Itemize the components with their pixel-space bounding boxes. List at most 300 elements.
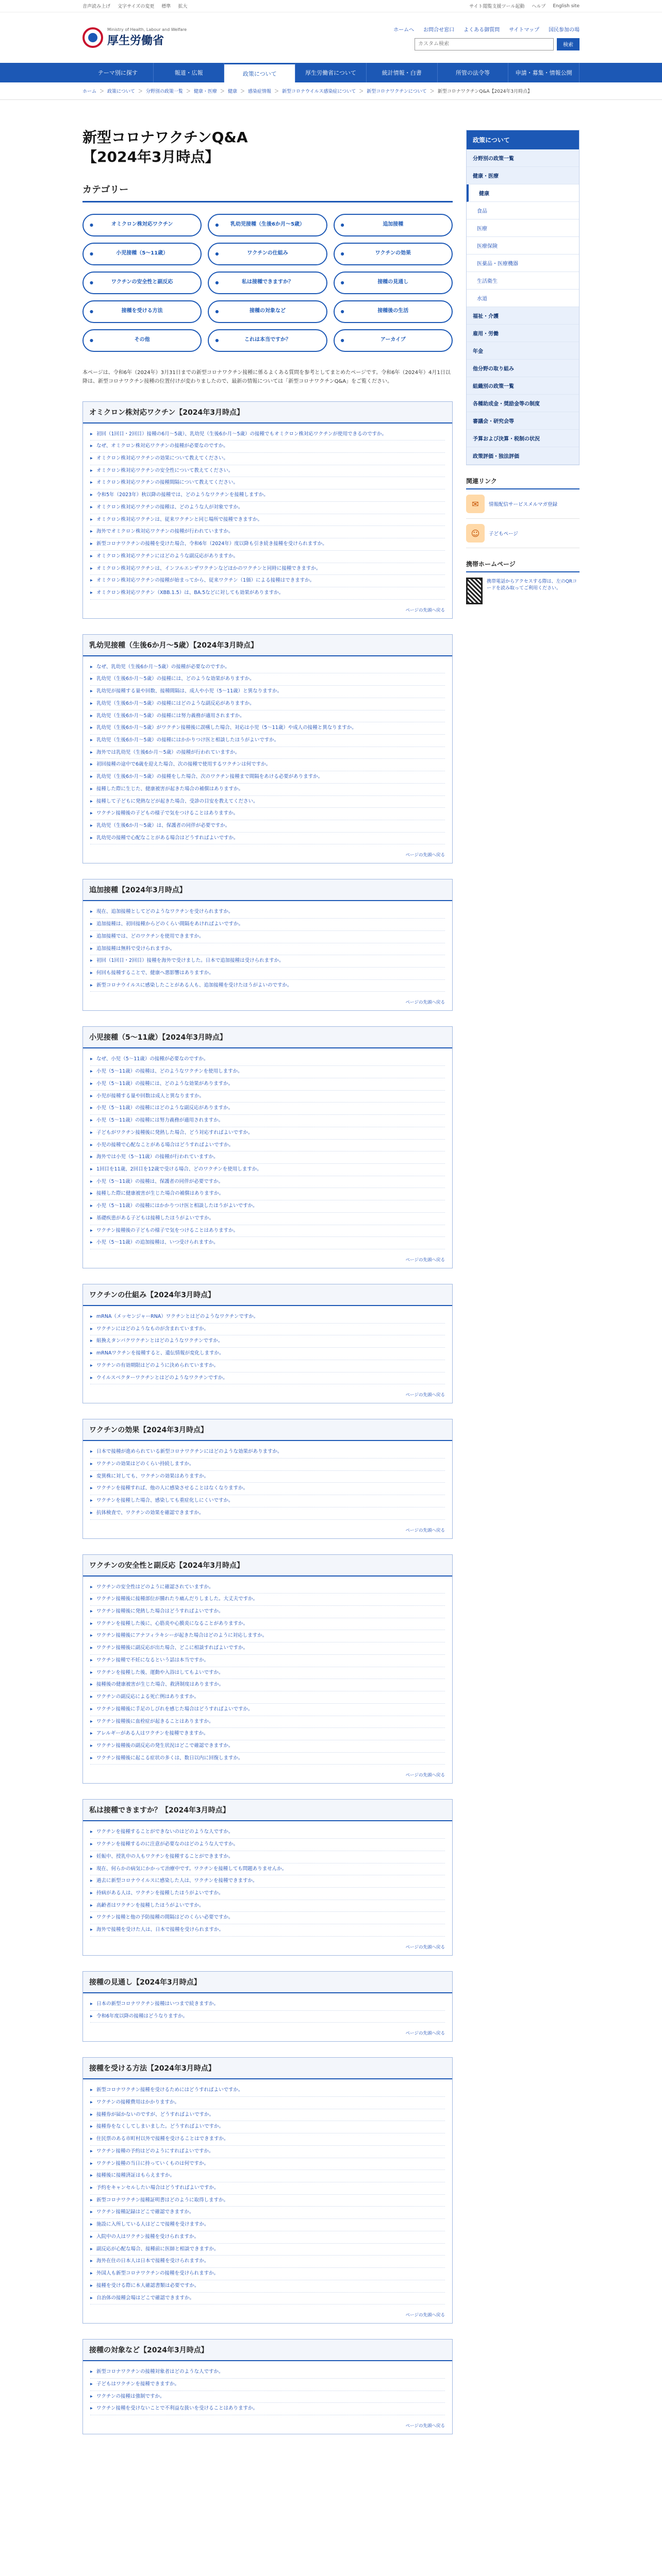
page-top-link[interactable]: ページの先頭へ戻る <box>405 1257 445 1263</box>
policy-menu-item[interactable]: 水道 <box>467 290 579 307</box>
qa-question-link[interactable]: mRNAワクチンを接種すると、遺伝情報が変化しますか。 <box>96 1350 224 1357</box>
qa-question-link[interactable]: ワクチンの有効期限はどのように決められていますか。 <box>96 1362 219 1368</box>
qa-section-title: 乳幼児接種（生後6か月〜5歳）【2024年3月時点】 <box>83 635 452 656</box>
qa-list-item <box>90 1078 445 1091</box>
qa-list-item <box>90 526 445 538</box>
category-button[interactable]: ● 接種の見通し <box>334 272 453 294</box>
qa-list-item <box>90 477 445 489</box>
qa-section <box>82 1971 453 2042</box>
contact-link[interactable]: お問合せ窓口 <box>423 27 455 33</box>
qa-question-link[interactable]: 抗体検査で、ワクチンの効果を確認できますか。 <box>96 1510 204 1516</box>
qa-list-item <box>90 1176 445 1189</box>
header-tools <box>393 25 580 50</box>
qa-list-item <box>90 1912 445 1924</box>
qa-list-item <box>90 1372 445 1385</box>
qa-list-item <box>90 2231 445 2244</box>
qa-list-item <box>90 1054 445 1066</box>
qa-question-link[interactable]: 施設に入所している人はどこで接種を受けますか。 <box>96 2222 209 2228</box>
page-top-link[interactable]: ページの先頭へ戻る <box>405 1773 445 1778</box>
page-top-link[interactable]: ページの先頭へ戻る <box>405 607 445 613</box>
qa-question-link[interactable]: 小児（5〜11歳）の接種は、保護者の同伴が必要ですか。 <box>96 1178 224 1184</box>
qa-question-link[interactable]: 海外では乳幼児（生後6か月〜5歳）の接種が行われていますか。 <box>96 749 240 755</box>
qa-question-link[interactable]: オミクロン株対応ワクチンの接種が始まってから、従来ワクチン（1価）による接種はできますか。 <box>96 578 315 584</box>
qa-question-link[interactable]: 接種して子どもに発熱などが起きた場合、受診の目安を教えてください。 <box>96 798 258 804</box>
qa-question-link[interactable]: ワクチン接種の当日に持っていくものは何ですか。 <box>96 2160 209 2166</box>
qa-list-item <box>90 1826 445 1839</box>
qa-question-link[interactable]: なぜ、小児（5〜11歳）の接種が必要なのですか。 <box>96 1056 209 1062</box>
policy-menu-item[interactable]: 食品 <box>467 202 579 219</box>
qa-question-link[interactable]: 変異株に対しても、ワクチンの効果はありますか。 <box>96 1473 209 1479</box>
qa-question-link[interactable]: オミクロン株対応ワクチンの効果について教えてください。 <box>96 455 228 462</box>
kids-icon: ☺ <box>466 524 485 543</box>
category-button[interactable]: ● その他 <box>82 329 202 352</box>
qa-question-link[interactable]: ワクチンを接種することができないのはどのような人ですか。 <box>96 1829 234 1835</box>
qa-question-link[interactable]: ワクチンを接種した場合、感染しても重症化しにくいですか。 <box>96 1498 234 1504</box>
qa-question-link[interactable]: 接種した際に健康被害が生じた場合の補償はありますか。 <box>96 1191 224 1197</box>
qa-question-link[interactable]: ワクチンを接種すれば、他の人に感染させることはなくなりますか。 <box>96 1485 249 1492</box>
qa-question-link[interactable]: ワクチン接種を受けないことで不利益な扱いを受けることはありますか。 <box>96 2405 258 2412</box>
policy-menu-item[interactable]: 福祉・介護 <box>467 307 579 325</box>
qa-question-link[interactable]: 住民票のある市町村以外で接種を受けることはできますか。 <box>96 2136 229 2142</box>
qa-list-item <box>90 686 445 698</box>
qa-question-link[interactable]: 高齢者はワクチンを接種したほうがよいですか。 <box>96 1902 204 1908</box>
policy-menu-item[interactable]: 医療保険 <box>467 237 579 255</box>
qa-question-link[interactable]: mRNA（メッセンジャーRNA）ワクチンとはどのようなワクチンですか。 <box>96 1313 259 1319</box>
qa-question-link[interactable]: ワクチン接種後に血栓症が起きることはありますか。 <box>96 1718 214 1724</box>
qa-question-link[interactable]: なぜ、乳幼児（生後6か月〜5歳）の接種が必要なのですか。 <box>96 664 230 670</box>
page-top-link[interactable]: ページの先頭へ戻る <box>405 1528 445 1533</box>
nav-press[interactable]: 報道・広報 <box>154 63 225 82</box>
font-size-label: 文字サイズの変更 <box>118 4 155 9</box>
qa-question-link[interactable]: 新型コロナワクチンの接種対象者はどのような人ですか。 <box>96 2369 224 2375</box>
qa-list-item <box>90 1618 445 1631</box>
accessibility-tool-link[interactable]: サイト閲覧支援ツール起動 <box>469 4 525 9</box>
qa-question-link[interactable]: ワクチン接種の予約はどのようにすればよいですか。 <box>96 2148 214 2154</box>
search-button[interactable]: 検索 <box>557 38 580 50</box>
qa-question-link[interactable]: 初回（1回目・2回目）接種の6月〜5歳）、乳幼児（生後6か月〜5歳）の接種でもオミクロン株対応ワクチンが使用できるのですか。 <box>96 431 387 437</box>
qa-list-item <box>90 2182 445 2195</box>
qa-question-link[interactable]: 接種を受ける際に本人確認書類は必要ですか。 <box>96 2282 200 2289</box>
qa-list <box>83 2361 452 2418</box>
faq-link[interactable]: よくある御質問 <box>464 27 500 33</box>
category-button[interactable]: ● 乳幼児接種（生後6か月〜5歳） <box>208 214 327 236</box>
breadcrumb-item[interactable]: 新型コロナワクチンについて <box>367 89 427 94</box>
qa-question-link[interactable]: ワクチンの安全性はどのように確認されていますか。 <box>96 1584 214 1590</box>
qa-list-item <box>90 1103 445 1115</box>
qa-list-item <box>90 919 445 931</box>
qa-list-item <box>90 2219 445 2231</box>
nav-theme[interactable]: テーマ別に探す <box>82 63 154 82</box>
qa-question-link[interactable]: オミクロン株対応ワクチンは、インフルエンザワクチンなどほかのワクチンと同時に接種できますか。 <box>96 565 321 571</box>
policy-menu-item[interactable]: 各種助成金・奨励金等の制度 <box>467 395 579 412</box>
qa-list <box>83 1048 452 1252</box>
policy-menu <box>466 130 580 465</box>
qa-question-link[interactable]: 接種券をなくしてしまいました。どうすればよいですか。 <box>96 2124 224 2130</box>
qa-list-item <box>90 1728 445 1740</box>
qa-question-link[interactable]: ワクチン接種で不妊になるという話は本当ですか。 <box>96 1657 209 1663</box>
qa-question-link[interactable]: 小児（5〜11歳）の接種にはかかりつけ医と相談したほうがよいですか。 <box>96 1203 258 1209</box>
kids-page-label: 子どもページ <box>489 531 518 537</box>
qa-list-item <box>90 2158 445 2171</box>
qa-list-item <box>90 1311 445 1324</box>
site-header <box>0 12 662 63</box>
policy-menu-items <box>467 149 579 465</box>
qa-question-link[interactable]: ワクチンを接種するのに注意が必要なのはどのような人ですか。 <box>96 1841 239 1848</box>
qa-question-link[interactable]: 小児（5〜11歳）の接種には、どのような効果がありますか。 <box>96 1080 234 1087</box>
nav-laws[interactable]: 所管の法令等 <box>438 63 509 82</box>
category-button[interactable]: ● アーカイブ <box>334 329 453 352</box>
qa-question-link[interactable]: 持病がある人は、ワクチンを接種したほうがよいですか。 <box>96 1890 224 1896</box>
breadcrumb-item[interactable]: 健康 <box>227 89 237 94</box>
breadcrumb-item[interactable]: 感染症情報 <box>247 89 271 94</box>
qa-list-item <box>90 1642 445 1655</box>
page-title <box>82 128 453 167</box>
qa-list <box>83 1441 452 1522</box>
qa-question-link[interactable]: ワクチン接種記録はどこで確認できますか。 <box>96 2209 194 2215</box>
qa-question-link[interactable]: 追加接種では、どのワクチンを使用できますか。 <box>96 933 204 939</box>
qa-question-link[interactable]: ワクチンの接種は強制ですか。 <box>96 2393 165 2399</box>
qa-question-link[interactable]: 海外在住の日本人は日本で接種を受けられますか。 <box>96 2258 209 2264</box>
qa-list-item <box>90 1606 445 1618</box>
policy-menu-item[interactable]: 審議会・研究会等 <box>467 412 579 430</box>
qa-section-title: 私は接種できますか？【2024年3月時点】 <box>83 1800 452 1821</box>
qa-question-link[interactable]: 新型コロナウイルスに感染したことがある人も、追加接種を受けたほうがよいのですか。 <box>96 982 292 988</box>
qa-question-link[interactable]: オミクロン株対応ワクチンにはどのような副反応がありますか。 <box>96 553 239 559</box>
qa-list-item <box>90 722 445 735</box>
qa-list-item <box>90 735 445 747</box>
qa-list-item <box>90 2256 445 2268</box>
qa-list-item <box>90 2146 445 2158</box>
intro-body: 本ページは、令和6年（2024年）3月31日までの新型コロナワクチン接種に係るよくある質問を参考としてまとめたページです。令和6年（2024年）4月1日以降は、新型コロナワクチン接種の位置付けが変わりましたので、最新の情報については「新型コロナワクチンQ&A」をご覧ください。 <box>82 369 451 384</box>
qa-list-item <box>90 2195 445 2207</box>
qa-question-link[interactable]: ワクチン接種後に発熱した場合はどうすればよいですか。 <box>96 1608 224 1615</box>
category-heading: カテゴリー <box>82 182 453 202</box>
qa-question-link[interactable]: ワクチン接種後の子どもの様子で気をつけることはありますか。 <box>96 1227 239 1233</box>
qa-question-link[interactable]: 接種後の健康被害が生じた場合、救済制度はありますか。 <box>96 1682 224 1688</box>
qa-question-link[interactable]: 組換えタンパクワクチンとはどのようなワクチンですか。 <box>96 1338 223 1344</box>
page-top-link[interactable]: ページの先頭へ戻る <box>405 1393 445 1398</box>
policy-menu-item[interactable]: 生活衛生 <box>467 272 579 290</box>
font-large-button[interactable]: 拡大 <box>178 4 188 9</box>
category-button[interactable]: ● 追加接種 <box>334 214 453 236</box>
qa-question-link[interactable]: ワクチン接種後にアナフィラキシーが起きた場合はどのように対応しますか。 <box>96 1633 268 1639</box>
category-button[interactable]: ● 接種を受ける方法 <box>82 300 202 323</box>
qa-question-link[interactable]: 過去に新型コロナウイルスに感染した人は、ワクチンを接種できますか。 <box>96 1878 258 1884</box>
qa-list-item <box>90 551 445 563</box>
qa-section-title: 小児接種（5〜11歳）【2024年3月時点】 <box>83 1027 452 1048</box>
qa-list-item <box>90 538 445 551</box>
qa-question-link[interactable]: 新型コロナワクチン接種証明書はどのように取得しますか。 <box>96 2197 229 2203</box>
qa-question-link[interactable]: 接種した際に生じた、健康被害が起きた場合の補償はありますか。 <box>96 786 244 792</box>
qa-list-item <box>90 2097 445 2109</box>
breadcrumb-separator: ＞ <box>359 89 364 94</box>
qa-question-link[interactable]: 乳幼児（生後6か月〜5歳）の接種には、どのような効果がありますか。 <box>96 676 255 682</box>
nav-policy[interactable]: 政策について <box>224 63 295 82</box>
qa-list-item <box>90 1459 445 1471</box>
qa-question-link[interactable]: 副反応が心配な場合、接種前に医師と相談できますか。 <box>96 2246 219 2252</box>
qa-question-link[interactable]: 乳幼児（生後6か月〜5歳）の接種にはどのような副反応がありますか。 <box>96 700 255 706</box>
qa-question-link[interactable]: ワクチンの接種費用はかかりますか。 <box>96 2099 180 2105</box>
qa-list <box>83 656 452 848</box>
policy-menu-item[interactable]: 健康・医療 <box>467 167 579 184</box>
qa-section <box>82 1284 453 1403</box>
category-button[interactable]: ● 小児接種（5〜11歳） <box>82 243 202 265</box>
policy-menu-item[interactable]: 医療 <box>467 219 579 237</box>
qa-question-link[interactable]: ワクチンにはどのようなものが含まれていますか。 <box>96 1326 209 1332</box>
breadcrumb-item[interactable]: 分野別の政策一覧 <box>145 89 183 94</box>
qa-question-link[interactable]: 妊娠中、授乳中の人もワクチンを接種することができますか。 <box>96 1853 234 1859</box>
qa-list-item <box>90 1839 445 1851</box>
qa-question-link[interactable]: 乳幼児が接種する量や回数、接種間隔は、成人や小児（5〜11歳）と異なりますか。 <box>96 688 283 694</box>
qa-list-item <box>90 1900 445 1912</box>
breadcrumb-item[interactable]: 健康・医療 <box>193 89 217 94</box>
qa-question-link[interactable]: 小児（5〜11歳）の接種は、どのようなワクチンを使用しますか。 <box>96 1069 243 1075</box>
qa-question-link[interactable]: 乳幼児（生後6か月〜5歳）がワクチン接種後に誤嚥した場合、対応は小児（5〜11歳）や成人の接種と異なりますか。 <box>96 725 357 731</box>
sitemap-link[interactable]: サイトマップ <box>509 27 539 33</box>
qa-list-item <box>90 759 445 771</box>
qa-question-link[interactable]: 初回接種の途中で6歳を迎えた場合、次の接種で使用するワクチンは何ですか。 <box>96 761 271 768</box>
qa-question-link[interactable]: 乳幼児（生後6か月〜5歳）は、保護者の同伴が必要ですか。 <box>96 823 230 828</box>
qa-section-title: 接種を受ける方法【2024年3月時点】 <box>83 2058 452 2079</box>
qa-question-link[interactable]: 小児（5〜11歳）の接種には努力義務が適用されますか。 <box>96 1117 224 1124</box>
page-top-link[interactable]: ページの先頭へ戻る <box>405 1000 445 1006</box>
qa-list-item <box>90 662 445 674</box>
site-logo[interactable] <box>82 27 187 48</box>
category-button[interactable]: ● これは本当ですか？ <box>208 329 327 352</box>
qa-list-item <box>90 465 445 478</box>
policy-menu-item[interactable]: 分野別の政策一覧 <box>467 149 579 167</box>
qa-list-item <box>90 808 445 820</box>
qa-question-link[interactable]: オミクロン株対応ワクチンは、従来ワクチンと同じ場所で接種できますか。 <box>96 516 263 522</box>
page-top-link[interactable]: ページの先頭へ戻る <box>405 853 445 858</box>
help-link[interactable]: ヘルプ <box>532 4 546 9</box>
qa-question-link[interactable]: 乳幼児（生後6か月〜5歳）の接種には努力義務が適用されますか。 <box>96 713 245 719</box>
category-button[interactable]: ● オミクロン株対応ワクチン <box>82 214 202 236</box>
qa-section <box>82 634 453 864</box>
policy-menu-item[interactable]: 予算および決算・税制の状況 <box>467 430 579 447</box>
qa-section-title: 追加接種【2024年3月時点】 <box>83 879 452 901</box>
qa-question-link[interactable]: 基礎疾患がある子どもは接種したほうがよいですか。 <box>96 1215 214 1221</box>
qa-list-item <box>90 796 445 808</box>
qa-list-item <box>90 1335 445 1348</box>
breadcrumb-item[interactable]: 新型コロナウイルス感染症について <box>282 89 356 94</box>
voice-read-button[interactable]: 音声読み上げ <box>82 4 111 9</box>
qa-list-item <box>90 2391 445 2403</box>
qa-question-link[interactable]: 追加接種は、初回接種からどのくらい間隔をあければよいですか。 <box>96 921 244 927</box>
qr-code-icon <box>466 578 483 604</box>
qa-question-link[interactable]: ワクチンの効果はどのくらい持続しますか。 <box>96 1461 194 1467</box>
qa-question-link[interactable]: ワクチン接種と他の予防接種の間隔はどのくらい必要ですか。 <box>96 1914 234 1921</box>
qa-question-link[interactable]: ワクチン接種後に副反応が出た場合、どこに相談すればよいですか。 <box>96 1645 249 1651</box>
qa-list-item <box>90 1091 445 1103</box>
breadcrumb-item[interactable]: ホーム <box>82 89 97 94</box>
participation-link[interactable]: 国民参加の場 <box>549 27 580 33</box>
category-button[interactable]: ● 接種後の生活 <box>334 300 453 323</box>
mail-magazine-link[interactable] <box>466 489 580 519</box>
policy-menu-item[interactable]: 政策評価・独法評価 <box>467 447 579 465</box>
qa-question-link[interactable]: 現在、追加接種としてどのようなワクチンを受けられますか。 <box>96 909 234 915</box>
qa-section <box>82 2339 453 2434</box>
qa-question-link[interactable]: 日本の新型コロナワクチン接種はいつまで続きますか。 <box>96 2001 219 2007</box>
qa-section-title: 接種の見通し【2024年3月時点】 <box>83 1972 452 1993</box>
qa-question-link[interactable]: 子どもはワクチンを接種できますか。 <box>96 2381 180 2387</box>
qa-section <box>82 1799 453 1955</box>
qa-list <box>83 1306 452 1387</box>
qa-question-link[interactable]: 乳幼児（生後6か月〜5歳）の接種をした場合、次のワクチン接種まで間隔をあける必要がありますか。 <box>96 774 323 780</box>
qa-question-link[interactable]: ワクチンを接種した後に、心筋炎や心膜炎になることがありますか。 <box>96 1620 249 1626</box>
qa-question-link[interactable]: 接種券が届かないのですが、どうすればよいですか。 <box>96 2111 214 2117</box>
qa-list <box>83 901 452 995</box>
qa-list-item <box>90 1691 445 1704</box>
kids-page-link[interactable] <box>466 519 580 548</box>
qa-list <box>83 423 452 603</box>
category-button[interactable]: ● ワクチンの効果 <box>334 243 453 265</box>
qa-question-link[interactable]: オミクロン株対応ワクチンの安全性について教えてください。 <box>96 467 234 473</box>
qa-list-item <box>90 1151 445 1164</box>
qa-question-link[interactable]: 海外でオミクロン株対応ワクチンの接種が行われていますか。 <box>96 529 234 535</box>
logo-subtitle: Ministry of Health, Labour and Welfare <box>107 27 187 32</box>
qa-question-link[interactable]: 令和6年度以降の接種はどうなりますか。 <box>96 2013 188 2019</box>
qa-list-item <box>90 440 445 453</box>
global-nav <box>0 63 662 82</box>
qa-question-link[interactable]: ウイルスベクターワクチンとはどのようなワクチンですか。 <box>96 1375 228 1381</box>
qa-question-link[interactable]: 入院中の人はワクチン接種を受けられますか。 <box>96 2233 200 2240</box>
nav-about[interactable]: 厚生労働省について <box>295 63 367 82</box>
qa-question-link[interactable]: 乳幼児（生後6か月〜5歳）の接種にはかかりつけ医と相談したほうがよいですか。 <box>96 737 279 743</box>
qa-question-link[interactable]: ワクチン接種後の副反応の発生状況はどこで確認できますか。 <box>96 1742 234 1749</box>
qa-question-link[interactable]: なぜ、オミクロン株対応ワクチンの接種が必要なのですか。 <box>96 443 228 449</box>
qa-question-link[interactable]: ワクチンを接種した後、運動や入浴はしてもよいですか。 <box>96 1669 224 1675</box>
category-button[interactable]: ● ワクチンの仕組み <box>208 243 327 265</box>
qa-list-item <box>90 2244 445 2256</box>
qa-list-item <box>90 943 445 956</box>
qa-question-link[interactable]: アレルギーがある人はワクチンを接種できますか。 <box>96 1731 209 1737</box>
qa-question-link[interactable]: 1回目を11歳、2回目を12歳で受ける場合、どのワクチンを使用しますか。 <box>96 1166 262 1172</box>
category-button[interactable]: ● 私は接種できますか？ <box>208 272 327 294</box>
qa-question-link[interactable]: 海外では小児（5〜11歳）の接種が行われていますか。 <box>96 1154 219 1160</box>
qa-list-item <box>90 955 445 968</box>
font-standard-button[interactable]: 標準 <box>161 4 171 9</box>
nav-statistics[interactable]: 統計情報・白書 <box>367 63 438 82</box>
qa-question-link[interactable]: 小児の接種で心配なことがある場合はどうすればよいですか。 <box>96 1142 234 1148</box>
qa-question-link[interactable]: 予約をキャンセルしたい場合はどうすればよいですか。 <box>96 2185 219 2191</box>
policy-menu-item[interactable]: 他分野の取り組み <box>467 360 579 377</box>
qa-question-link[interactable]: ワクチン接種後に手足のしびれを感じた場合はどうすればよいですか。 <box>96 1706 253 1712</box>
qa-question-link[interactable]: 小児（5〜11歳）の接種にはどのような副反応がありますか。 <box>96 1105 234 1111</box>
qa-question-link[interactable]: 新型コロナワクチン接種を受けるためにはどうすればよいですか。 <box>96 2087 243 2093</box>
policy-menu-item[interactable]: 医薬品・医療機器 <box>467 255 579 272</box>
qa-list-item <box>90 489 445 502</box>
qa-question-link[interactable]: ワクチンの副反応による死亡例はありますか。 <box>96 1694 200 1700</box>
qa-question-link[interactable]: ワクチン接種後に接種部位が腫れたり痛んだりしました。大丈夫ですか。 <box>96 1596 258 1602</box>
qa-section-title: オミクロン株対応ワクチン【2024年3月時点】 <box>83 402 452 423</box>
qa-list-item <box>90 429 445 441</box>
search-input[interactable] <box>415 38 554 50</box>
qa-list-item <box>90 1740 445 1753</box>
qa-section <box>82 1419 453 1538</box>
policy-menu-item[interactable]: 健康 <box>467 184 579 202</box>
qa-list-item <box>90 1753 445 1765</box>
qa-question-link[interactable]: オミクロン株対応ワクチン（XBB.1.5）は、BA.5などに対しても効果がありますか。 <box>96 589 284 596</box>
qa-question-link[interactable]: 追加接種は無料で受けられますか。 <box>96 945 175 952</box>
qa-list-item <box>90 906 445 919</box>
qa-list-item <box>90 833 445 845</box>
qa-question-link[interactable]: 令和5年（2023年）秋以降の接種では、どのようなワクチンを接種しますか。 <box>96 492 269 498</box>
page-top-link[interactable]: ページの先頭へ戻る <box>405 1944 445 1950</box>
qa-list-item <box>90 1851 445 1863</box>
qa-question-link[interactable]: 小児（5〜11歳）の追加接種は、いつ受けられますか。 <box>96 1240 219 1246</box>
qa-question-link[interactable]: 海外で接種を受けた人は、日本で接種を受けられますか。 <box>96 1927 224 1933</box>
mobile-text: 携帯電話からアクセスする際は、左のQRコードを読み取ってご利用ください。 <box>486 579 577 591</box>
qa-question-link[interactable]: 自治体の接種会場はどこで確認できますか。 <box>96 2295 195 2301</box>
home-link[interactable]: ホームへ <box>393 27 415 33</box>
qa-list-item <box>90 968 445 980</box>
qa-list-item <box>90 1225 445 1238</box>
qa-list-item <box>90 931 445 943</box>
category-button[interactable]: ● 接種の対象など <box>208 300 327 323</box>
qa-list-item <box>90 1188 445 1200</box>
qa-list-item <box>90 1704 445 1716</box>
qa-section <box>82 401 453 619</box>
qa-list-item <box>90 514 445 527</box>
policy-menu-item[interactable]: 雇用・労働 <box>467 325 579 342</box>
qa-question-link[interactable]: 乳幼児の接種で心配なことがある場合はどうすればよいですか。 <box>96 835 239 841</box>
qa-question-link[interactable]: 初回（1回目・2回目）接種を海外で受けました。日本で追加接種は受けられますか。 <box>96 958 284 964</box>
qa-question-link[interactable]: オミクロン株対応ワクチンの接種は、どのような人が対象ですか。 <box>96 504 243 510</box>
policy-menu-item[interactable]: 組織別の政策一覧 <box>467 377 579 395</box>
qa-list-item <box>90 1507 445 1520</box>
qa-question-link[interactable]: 何回も接種することで、健康へ悪影響はありますか。 <box>96 970 214 976</box>
qa-list <box>83 1821 452 1939</box>
qa-list-item <box>90 1200 445 1213</box>
qa-list-item <box>90 1115 445 1127</box>
qa-list-item <box>90 1924 445 1937</box>
qa-question-link[interactable]: 接種後に接種済証はもらえますか。 <box>96 2173 175 2179</box>
qa-list-item <box>90 1471 445 1483</box>
nav-applications[interactable]: 申請・募集・情報公開 <box>508 63 580 82</box>
qa-question-link[interactable]: オミクロン株対応ワクチンの接種間隔について教えてください。 <box>96 480 238 486</box>
page-top-link[interactable]: ページの先頭へ戻る <box>405 2031 445 2037</box>
qa-list-item <box>90 1324 445 1336</box>
policy-menu-item[interactable]: 年金 <box>467 342 579 360</box>
page-top-link[interactable]: ページの先頭へ戻る <box>405 2424 445 2429</box>
qa-question-link[interactable]: ワクチン接種後に起こる症状の多くは、数日以内に回復しますか。 <box>96 1755 243 1761</box>
qa-list-item <box>90 502 445 514</box>
breadcrumb <box>0 82 662 100</box>
category-button[interactable]: ● ワクチンの安全性と副反応 <box>82 272 202 294</box>
qa-question-link[interactable]: 日本で接種が進められている新型コロナワクチンにはどのような効果がありますか。 <box>96 1449 283 1455</box>
qa-list-item <box>90 2280 445 2293</box>
page-title-line1: 新型コロナワクチンQ&A <box>82 129 248 146</box>
related-links-heading: 関連リンク <box>466 477 580 489</box>
qa-list-item <box>90 1495 445 1507</box>
qa-question-link[interactable]: 新型コロナワクチンの接種を受けた場合、令和6年（2024年）度以降も引き続き接種を受けられますか。 <box>96 541 327 547</box>
qa-question-link[interactable]: 子どもがワクチン接種後に発熱した場合、どう対応すればよいですか。 <box>96 1129 253 1136</box>
breadcrumb-item[interactable]: 政策について <box>107 89 135 94</box>
page-top-link[interactable]: ページの先頭へ戻る <box>405 2313 445 2318</box>
qa-sections <box>82 401 453 2435</box>
utility-bar <box>0 0 662 12</box>
qa-list-item <box>90 980 445 992</box>
qa-question-link[interactable]: ワクチン接種後の子どもの様子で気をつけることはありますか。 <box>96 810 239 817</box>
qa-list-item <box>90 2170 445 2182</box>
qa-question-link[interactable]: 小児が接種する量や回数は成人と異なりますか。 <box>96 1093 205 1099</box>
qa-list-item <box>90 1716 445 1728</box>
english-site-link[interactable]: English site <box>553 3 580 9</box>
qa-list-item <box>90 771 445 784</box>
qa-question-link[interactable]: 外国人も新型コロナワクチンの接種を受けられますか。 <box>96 2270 219 2277</box>
qa-question-link[interactable]: 現在、何らかの病気にかかって治療中です。ワクチンを接種しても問題ありませんか。 <box>96 1866 287 1872</box>
